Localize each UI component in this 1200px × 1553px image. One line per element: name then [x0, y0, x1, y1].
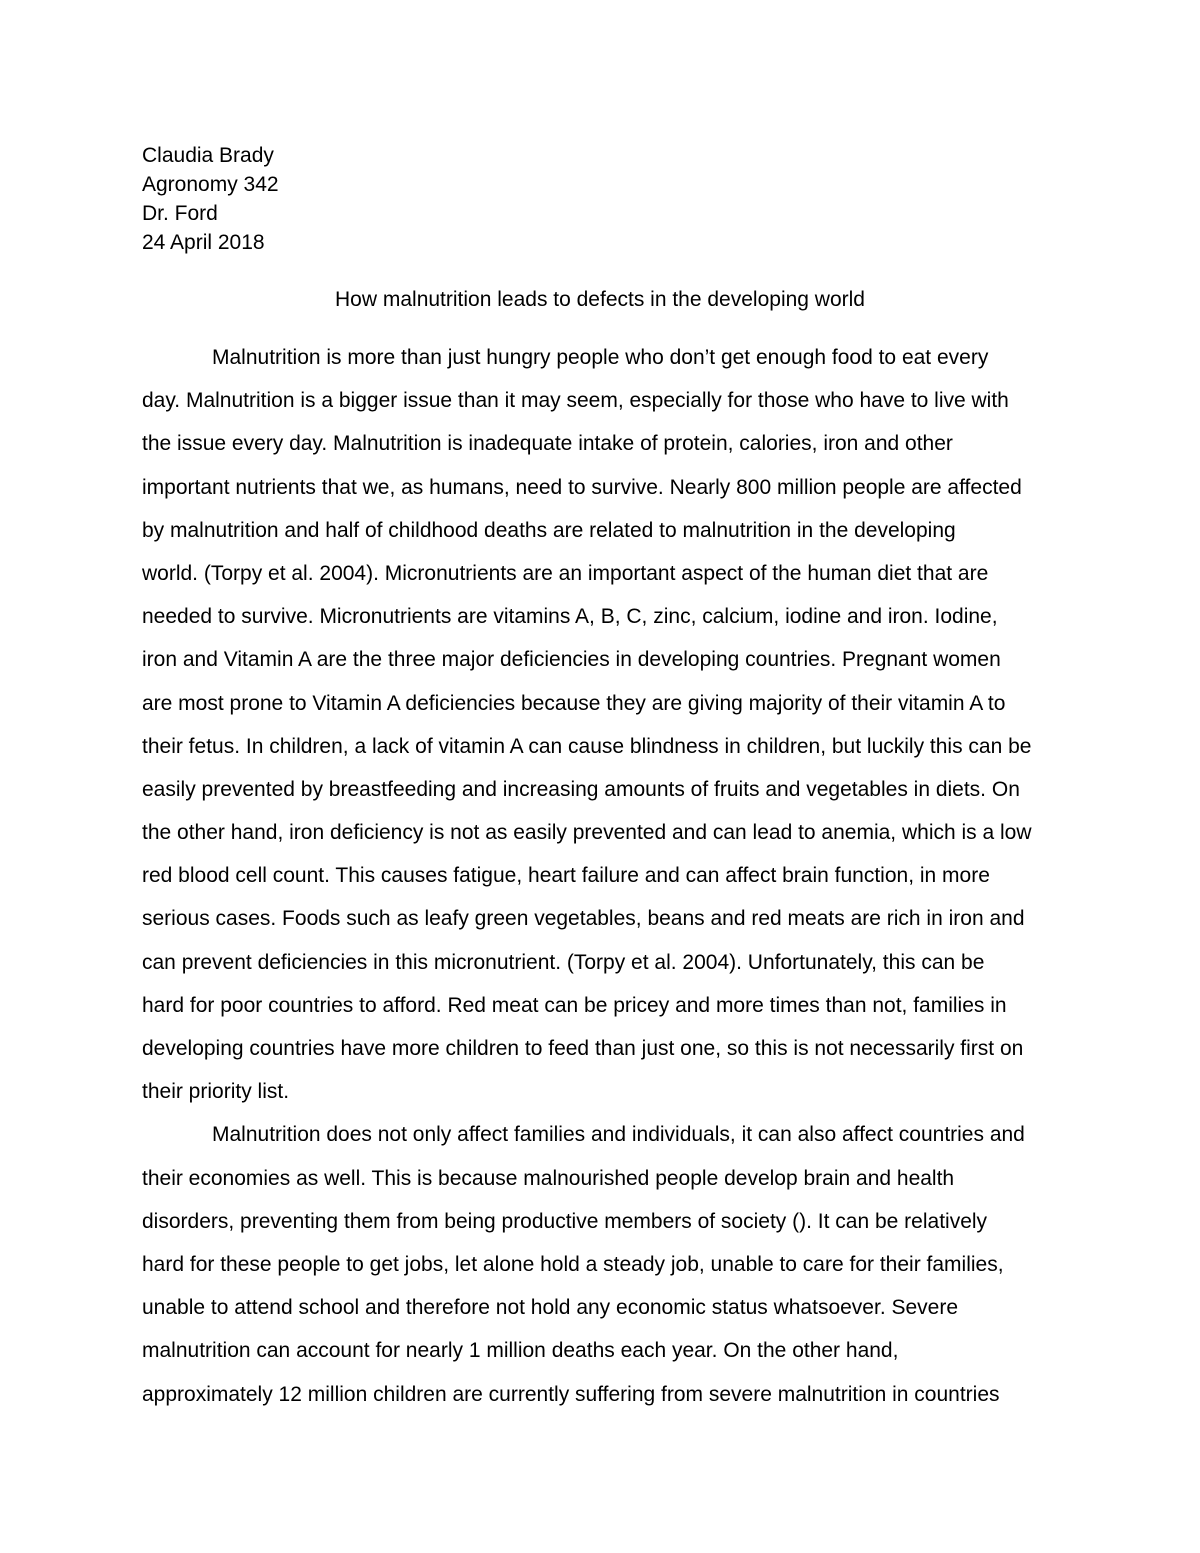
paragraph-line: serious cases. Foods such as leafy green vegetables, beans and red meats are rich in iron and	[142, 907, 1025, 931]
paragraph-line: the other hand, iron deficiency is not as easily prevented and can lead to anemia, which is a low	[142, 821, 1032, 845]
paragraph-line: Malnutrition does not only affect families and individuals, it can also affect countries and	[212, 1123, 1025, 1147]
paragraph-line: unable to attend school and therefore not hold any economic status whatsoever. Severe	[142, 1296, 959, 1320]
paragraph-line: are most prone to Vitamin A deficiencies because they are giving majority of their vitamin A to	[142, 691, 1006, 715]
paragraph-line: iron and Vitamin A are the three major deficiencies in developing countries. Pregnant women	[142, 648, 1001, 672]
author-name: Claudia Brady	[142, 144, 274, 167]
paragraph-line: by malnutrition and half of childhood deaths are related to malnutrition in the developing	[142, 518, 956, 542]
instructor-name: Dr. Ford	[142, 202, 218, 225]
paragraph-line: disorders, preventing them from being productive members of society (). It can be relatively	[142, 1209, 988, 1233]
paragraph-line: hard for poor countries to afford. Red meat can be pricey and more times than not, families in	[142, 993, 1007, 1017]
document-date: 24 April 2018	[142, 231, 265, 254]
paragraph-line: hard for these people to get jobs, let alone hold a steady job, unable to care for their families,	[142, 1252, 1004, 1276]
paragraph-line: world. (Torpy et al. 2004). Micronutrients are an important aspect of the human diet that are	[142, 561, 989, 585]
paragraph-line: day. Malnutrition is a bigger issue than it may seem, especially for those who have to live with	[142, 389, 1009, 413]
paragraph-line: developing countries have more children to feed than just one, so this is not necessarily first on	[142, 1037, 1024, 1060]
paragraph-line: malnutrition can account for nearly 1 million deaths each year. On the other hand,	[142, 1339, 899, 1363]
paragraph-line: the issue every day. Malnutrition is inadequate intake of protein, calories, iron and other	[142, 432, 953, 456]
header-block	[142, 141, 279, 257]
paragraph	[142, 343, 1072, 1120]
paragraph-line: their priority list.	[142, 1080, 290, 1104]
paragraph-line: important nutrients that we, as humans, need to survive. Nearly 800 million people are affected	[142, 475, 1022, 499]
paragraph	[142, 1120, 1072, 1422]
paragraph-line: their economies as well. This is because malnourished people develop brain and health	[142, 1166, 955, 1190]
paragraph-line: approximately 12 million children are currently suffering from severe malnutrition in countries	[142, 1382, 1000, 1406]
course-name: Agronomy 342	[142, 173, 279, 196]
document-title: How malnutrition leads to defects in the developing world	[335, 288, 865, 311]
paragraph-line: their fetus. In children, a lack of vitamin A can cause blindness in children, but luckily this can be	[142, 734, 1032, 758]
document-body	[142, 343, 1072, 1423]
paragraph-line: red blood cell count. This causes fatigue, heart failure and can affect brain function, in more	[142, 864, 990, 888]
paragraph-line: can prevent deficiencies in this micronutrient. (Torpy et al. 2004). Unfortunately, this can be	[142, 950, 985, 974]
paragraph-line: needed to survive. Micronutrients are vitamins A, B, C, zinc, calcium, iodine and iron. Iodine,	[142, 605, 998, 629]
paragraph-line: Malnutrition is more than just hungry people who don’t get enough food to eat every	[212, 346, 989, 369]
paragraph-line: easily prevented by breastfeeding and increasing amounts of fruits and vegetables in diets. On	[142, 777, 1020, 801]
